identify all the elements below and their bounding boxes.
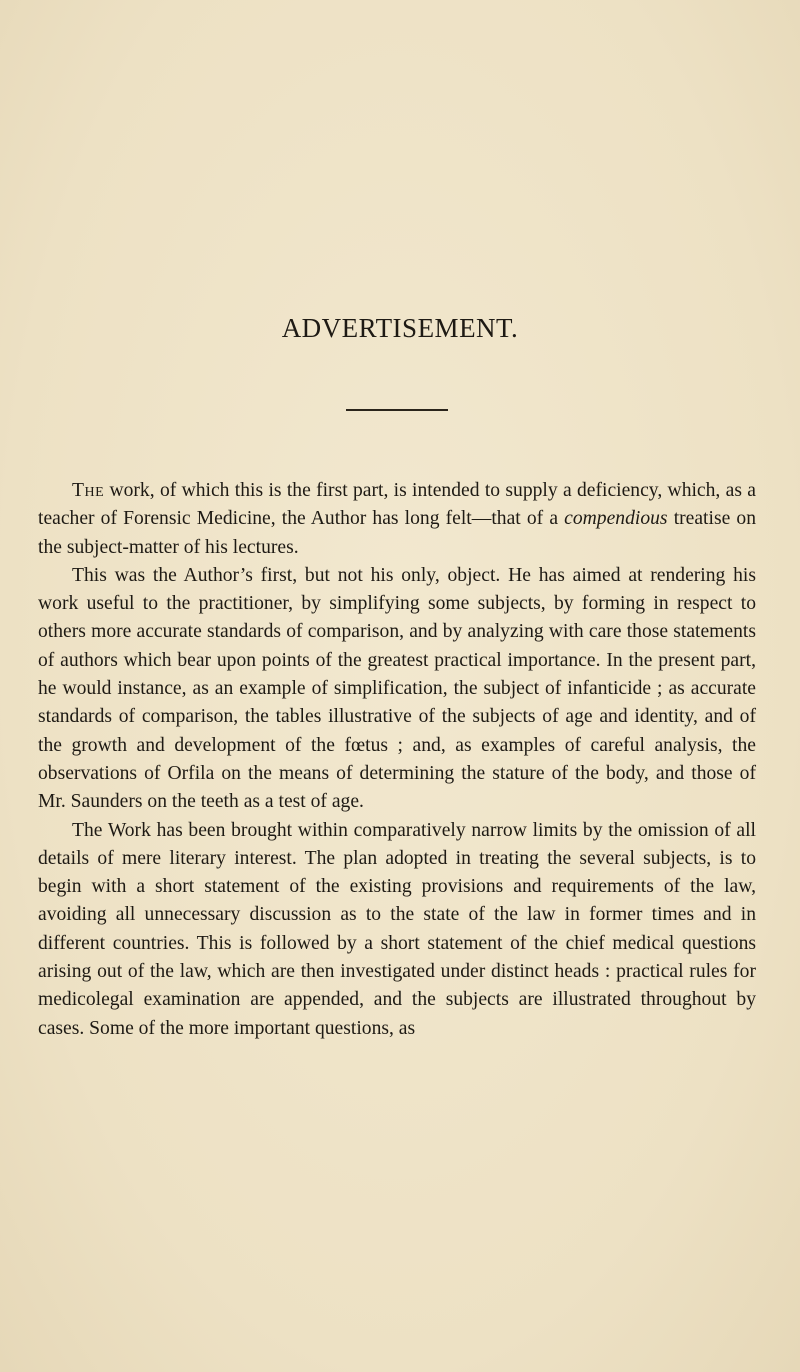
paragraph-1-text: work, of which this is the first part, is intended to supply a deficiency, which, as a teacher of Forensic Medicine, the Author has long felt—that of a (38, 480, 756, 530)
paragraph-3: The Work has been brought within comparatively narrow limits by the omission of all details of mere literary interest. The plan adopted in treating the several subjects, is to begin with a short statement of the existing provisions and requirements of the law, avoiding all unnecessary discussion as to the state of the law in former times and in different countries. This is followed by a short statement of the chief medical questions arising out of the law, which are then investigated under distinct heads : practical rules for medicolegal examination are appended, and the subjects are illustrated throughout by cases. Some of the more important questions, as (38, 819, 756, 1039)
page-title: ADVERTISEMENT. (281, 313, 519, 343)
title-divider (346, 409, 448, 411)
paragraph-1 (38, 477, 756, 562)
paragraph-2: This was the Author’s first, but not his only, object. He has aimed at rendering his work useful to the practitioner, by simplifying some subjects, by forming in respect to others more accurate standards of comparison, and by analyzing with care those statements of authors which bear upon points of the greatest practical importance. In the present part, he would instance, as an example of simplification, the subject of infanticide ; as accurate standards of comparison, the tables illustrative of the subjects of age and identity, and of the growth and development of the fœtus ; and, as examples of careful analysis, the observations of Orfila on the means of determining the stature of the body, and those of Mr. Saunders on the teeth as a test of age. (38, 564, 756, 813)
emphasis-word: compendious (564, 508, 668, 530)
paragraph-lead-word: The (72, 480, 105, 501)
body-text (38, 477, 756, 1043)
paragraph-1-text-end: treatise on the subject-matter of his lectures. (38, 508, 756, 558)
